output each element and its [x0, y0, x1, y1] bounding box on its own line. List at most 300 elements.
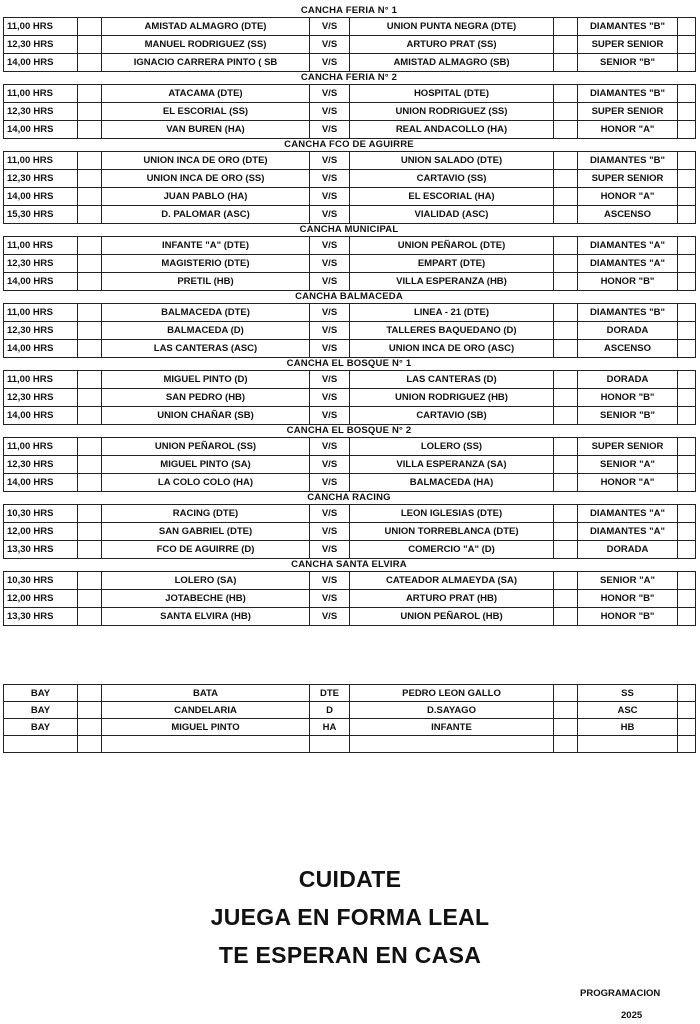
- blank-cell: [78, 590, 102, 608]
- versus-label: V/S: [310, 103, 350, 121]
- venue-heading: CANCHA BALMACEDA: [295, 291, 403, 302]
- blank-cell: [554, 322, 578, 340]
- home-team: BALMACEDA (D): [102, 322, 310, 340]
- bye-team-2: D.SAYAGO: [350, 702, 554, 719]
- match-row: [4, 170, 696, 188]
- blank-cell: [678, 36, 696, 54]
- blank-cell: [78, 322, 102, 340]
- match-category: HONOR "A": [578, 474, 678, 492]
- blank-cell: [678, 85, 696, 103]
- match-category: SENIOR "B": [578, 407, 678, 425]
- footer-year: 2025: [621, 1010, 643, 1021]
- match-row: [4, 340, 696, 358]
- bye-series: DTE: [310, 685, 350, 702]
- match-time: 14,00 HRS: [4, 407, 78, 425]
- bye-label: BAY: [4, 702, 78, 719]
- away-team: UNION INCA DE ORO (ASC): [350, 340, 554, 358]
- versus-label: V/S: [310, 322, 350, 340]
- blank-cell: [554, 389, 578, 407]
- home-team: INFANTE "A" (DTE): [102, 237, 310, 255]
- match-row: [4, 103, 696, 121]
- venue-heading: CANCHA EL BOSQUE N° 2: [286, 425, 412, 436]
- slogan-line-1: CUIDATE: [298, 866, 402, 892]
- versus-label: V/S: [310, 340, 350, 358]
- fixture-schedule: [3, 5, 695, 626]
- match-category: SUPER SENIOR: [578, 36, 678, 54]
- match-time: 11,00 HRS: [4, 152, 78, 170]
- versus-label: V/S: [310, 590, 350, 608]
- match-category: HONOR "A": [578, 121, 678, 139]
- match-time: 12,30 HRS: [4, 170, 78, 188]
- home-team: D. PALOMAR (ASC): [102, 206, 310, 224]
- match-category: DIAMANTES "A": [578, 255, 678, 273]
- versus-label: V/S: [310, 456, 350, 474]
- home-team: MANUEL RODRIGUEZ (SS): [102, 36, 310, 54]
- blank-cell: [78, 121, 102, 139]
- blank-cell: [78, 736, 102, 753]
- blank-cell: [678, 18, 696, 36]
- blank-cell: [554, 371, 578, 389]
- blank-cell: [78, 206, 102, 224]
- away-team: LAS CANTERAS (D): [350, 371, 554, 389]
- home-team: LAS CANTERAS (ASC): [102, 340, 310, 358]
- versus-label: V/S: [310, 188, 350, 206]
- match-row: [4, 389, 696, 407]
- match-time: 10,30 HRS: [4, 505, 78, 523]
- match-category: HONOR "B": [578, 608, 678, 626]
- match-time: 12,30 HRS: [4, 36, 78, 54]
- away-team: VILLA ESPERANZA (SA): [350, 456, 554, 474]
- blank-cell: [554, 18, 578, 36]
- match-time: 11,00 HRS: [4, 85, 78, 103]
- match-category: DIAMANTES "B": [578, 18, 678, 36]
- home-team: FCO DE AGUIRRE (D): [102, 541, 310, 559]
- blank-cell: [554, 505, 578, 523]
- bye-team: [102, 736, 310, 753]
- versus-label: V/S: [310, 170, 350, 188]
- venue-table: [3, 236, 696, 291]
- venue-table: [3, 303, 696, 358]
- match-category: ASCENSO: [578, 340, 678, 358]
- venue-heading: CANCHA RACING: [307, 492, 391, 503]
- blank-cell: [554, 685, 578, 702]
- blank-cell: [78, 371, 102, 389]
- away-team: UNION SALADO (DTE): [350, 152, 554, 170]
- blank-cell: [554, 237, 578, 255]
- match-time: 12,30 HRS: [4, 103, 78, 121]
- blank-cell: [554, 438, 578, 456]
- match-row: [4, 322, 696, 340]
- blank-cell: [78, 304, 102, 322]
- blank-cell: [78, 541, 102, 559]
- match-category: DIAMANTES "A": [578, 523, 678, 541]
- versus-label: V/S: [310, 541, 350, 559]
- bye-category: [578, 736, 678, 753]
- match-category: HONOR "B": [578, 590, 678, 608]
- match-row: [4, 541, 696, 559]
- away-team: VILLA ESPERANZA (HB): [350, 273, 554, 291]
- home-team: PRETIL (HB): [102, 273, 310, 291]
- versus-label: V/S: [310, 371, 350, 389]
- blank-cell: [554, 736, 578, 753]
- away-team: LOLERO (SS): [350, 438, 554, 456]
- blank-cell: [78, 85, 102, 103]
- match-time: 14,00 HRS: [4, 474, 78, 492]
- venue-table: [3, 370, 696, 425]
- away-team: UNION PEÑAROL (DTE): [350, 237, 554, 255]
- versus-label: V/S: [310, 255, 350, 273]
- home-team: RACING (DTE): [102, 505, 310, 523]
- blank-cell: [554, 188, 578, 206]
- versus-label: V/S: [310, 18, 350, 36]
- match-category: SENIOR "B": [578, 54, 678, 72]
- blank-cell: [678, 523, 696, 541]
- blank-cell: [78, 255, 102, 273]
- blank-cell: [78, 152, 102, 170]
- blank-cell: [78, 456, 102, 474]
- blank-cell: [678, 170, 696, 188]
- match-category: SENIOR "A": [578, 572, 678, 590]
- match-time: 12,00 HRS: [4, 523, 78, 541]
- blank-cell: [78, 36, 102, 54]
- match-row: [4, 438, 696, 456]
- match-row: [4, 505, 696, 523]
- bye-label: BAY: [4, 685, 78, 702]
- venue-heading: CANCHA FERIA N° 2: [300, 72, 398, 83]
- blank-cell: [554, 608, 578, 626]
- blank-cell: [678, 206, 696, 224]
- versus-label: V/S: [310, 85, 350, 103]
- away-team: HOSPITAL (DTE): [350, 85, 554, 103]
- slogan-line-3: TE ESPERAN EN CASA: [218, 942, 482, 968]
- match-row: [4, 237, 696, 255]
- match-time: 11,00 HRS: [4, 438, 78, 456]
- home-team: UNION INCA DE ORO (SS): [102, 170, 310, 188]
- match-category: DIAMANTES "B": [578, 304, 678, 322]
- match-category: SUPER SENIOR: [578, 170, 678, 188]
- away-team: BALMACEDA (HA): [350, 474, 554, 492]
- blank-cell: [678, 188, 696, 206]
- match-category: DORADA: [578, 371, 678, 389]
- away-team: EMPART (DTE): [350, 255, 554, 273]
- home-team: SAN PEDRO (HB): [102, 389, 310, 407]
- blank-cell: [78, 188, 102, 206]
- away-team: CARTAVIO (SB): [350, 407, 554, 425]
- venue-table: [3, 84, 696, 139]
- blank-cell: [678, 456, 696, 474]
- blank-cell: [678, 505, 696, 523]
- bye-table: [3, 684, 696, 753]
- bye-series: HA: [310, 719, 350, 736]
- footer-programacion: PROGRAMACION: [580, 988, 661, 999]
- home-team: UNION PEÑAROL (SS): [102, 438, 310, 456]
- home-team: ATACAMA (DTE): [102, 85, 310, 103]
- match-category: HONOR "A": [578, 188, 678, 206]
- home-team: IGNACIO CARRERA PINTO ( SB: [102, 54, 310, 72]
- match-category: HONOR "B": [578, 273, 678, 291]
- match-row: [4, 206, 696, 224]
- match-category: DORADA: [578, 322, 678, 340]
- match-time: 13,30 HRS: [4, 608, 78, 626]
- match-row: [4, 255, 696, 273]
- blank-cell: [78, 54, 102, 72]
- versus-label: V/S: [310, 36, 350, 54]
- blank-cell: [554, 170, 578, 188]
- bye-team-2: PEDRO LEON GALLO: [350, 685, 554, 702]
- match-category: DORADA: [578, 541, 678, 559]
- match-time: 14,00 HRS: [4, 188, 78, 206]
- match-row: [4, 523, 696, 541]
- blank-cell: [554, 206, 578, 224]
- blank-cell: [554, 572, 578, 590]
- home-team: SAN GABRIEL (DTE): [102, 523, 310, 541]
- match-time: 11,00 HRS: [4, 304, 78, 322]
- match-row: [4, 590, 696, 608]
- venue-table: [3, 17, 696, 72]
- bye-category: HB: [578, 719, 678, 736]
- blank-cell: [554, 85, 578, 103]
- match-row: [4, 188, 696, 206]
- blank-cell: [554, 273, 578, 291]
- blank-cell: [78, 103, 102, 121]
- versus-label: V/S: [310, 523, 350, 541]
- versus-label: V/S: [310, 121, 350, 139]
- blank-cell: [554, 340, 578, 358]
- match-time: 14,00 HRS: [4, 121, 78, 139]
- away-team: EL ESCORIAL (HA): [350, 188, 554, 206]
- match-row: [4, 474, 696, 492]
- home-team: MIGUEL PINTO (D): [102, 371, 310, 389]
- blank-cell: [678, 304, 696, 322]
- away-team: UNION RODRIGUEZ (SS): [350, 103, 554, 121]
- blank-cell: [554, 474, 578, 492]
- match-row: [4, 572, 696, 590]
- blank-cell: [554, 702, 578, 719]
- blank-cell: [678, 273, 696, 291]
- blank-cell: [678, 608, 696, 626]
- bye-label: BAY: [4, 719, 78, 736]
- blank-cell: [678, 371, 696, 389]
- blank-cell: [678, 237, 696, 255]
- blank-cell: [554, 304, 578, 322]
- home-team: UNION CHAÑAR (SB): [102, 407, 310, 425]
- blank-cell: [678, 389, 696, 407]
- match-row: [4, 371, 696, 389]
- bye-row: [4, 702, 696, 719]
- match-time: 11,00 HRS: [4, 371, 78, 389]
- match-row: [4, 456, 696, 474]
- blank-cell: [678, 541, 696, 559]
- match-row: [4, 152, 696, 170]
- home-team: MIGUEL PINTO (SA): [102, 456, 310, 474]
- blank-cell: [554, 36, 578, 54]
- home-team: AMISTAD ALMAGRO (DTE): [102, 18, 310, 36]
- match-time: 12,30 HRS: [4, 456, 78, 474]
- match-time: 13,30 HRS: [4, 541, 78, 559]
- match-row: [4, 121, 696, 139]
- bye-series: D: [310, 702, 350, 719]
- bye-label: [4, 736, 78, 753]
- blank-cell: [678, 255, 696, 273]
- blank-cell: [678, 103, 696, 121]
- venue-table: [3, 437, 696, 492]
- home-team: LOLERO (SA): [102, 572, 310, 590]
- versus-label: V/S: [310, 474, 350, 492]
- blank-cell: [678, 340, 696, 358]
- bye-team: MIGUEL PINTO: [102, 719, 310, 736]
- match-time: 10,30 HRS: [4, 572, 78, 590]
- blank-cell: [554, 54, 578, 72]
- venue-heading: CANCHA MUNICIPAL: [299, 224, 399, 235]
- match-row: [4, 407, 696, 425]
- match-row: [4, 273, 696, 291]
- blank-cell: [78, 719, 102, 736]
- venue-heading: CANCHA SANTA ELVIRA: [291, 559, 407, 570]
- match-category: DIAMANTES "B": [578, 85, 678, 103]
- bye-row: [4, 685, 696, 702]
- away-team: COMERCIO "A" (D): [350, 541, 554, 559]
- blank-cell: [678, 572, 696, 590]
- home-team: JUAN PABLO (HA): [102, 188, 310, 206]
- blank-cell: [554, 152, 578, 170]
- away-team: LEON IGLESIAS (DTE): [350, 505, 554, 523]
- home-team: UNION INCA DE ORO (DTE): [102, 152, 310, 170]
- blank-cell: [678, 407, 696, 425]
- blank-cell: [78, 474, 102, 492]
- versus-label: V/S: [310, 389, 350, 407]
- match-category: DIAMANTES "A": [578, 505, 678, 523]
- blank-cell: [78, 608, 102, 626]
- match-category: DIAMANTES "A": [578, 237, 678, 255]
- blank-cell: [554, 541, 578, 559]
- home-team: JOTABECHE (HB): [102, 590, 310, 608]
- blank-cell: [678, 719, 696, 736]
- versus-label: V/S: [310, 237, 350, 255]
- away-team: CARTAVIO (SS): [350, 170, 554, 188]
- home-team: SANTA ELVIRA (HB): [102, 608, 310, 626]
- blank-cell: [78, 407, 102, 425]
- blank-cell: [678, 152, 696, 170]
- bye-team: BATA: [102, 685, 310, 702]
- bye-team: CANDELARIA: [102, 702, 310, 719]
- blank-cell: [554, 103, 578, 121]
- match-row: [4, 54, 696, 72]
- blank-cell: [78, 702, 102, 719]
- blank-cell: [678, 474, 696, 492]
- match-row: [4, 85, 696, 103]
- away-team: ARTURO PRAT (HB): [350, 590, 554, 608]
- away-team: AMISTAD ALMAGRO (SB): [350, 54, 554, 72]
- away-team: ARTURO PRAT (SS): [350, 36, 554, 54]
- match-row: [4, 608, 696, 626]
- away-team: UNION PEÑAROL (HB): [350, 608, 554, 626]
- away-team: CATEADOR ALMAEYDA (SA): [350, 572, 554, 590]
- blank-cell: [678, 685, 696, 702]
- match-row: [4, 304, 696, 322]
- match-time: 12,30 HRS: [4, 255, 78, 273]
- match-time: 15,30 HRS: [4, 206, 78, 224]
- blank-cell: [678, 54, 696, 72]
- blank-cell: [554, 590, 578, 608]
- match-time: 14,00 HRS: [4, 273, 78, 291]
- blank-cell: [78, 237, 102, 255]
- versus-label: V/S: [310, 304, 350, 322]
- blank-cell: [78, 572, 102, 590]
- home-team: MAGISTERIO (DTE): [102, 255, 310, 273]
- away-team: VIALIDAD (ASC): [350, 206, 554, 224]
- bye-team-2: INFANTE: [350, 719, 554, 736]
- bye-team-2: [350, 736, 554, 753]
- away-team: LINEA - 21 (DTE): [350, 304, 554, 322]
- blank-cell: [78, 389, 102, 407]
- match-time: 11,00 HRS: [4, 18, 78, 36]
- versus-label: V/S: [310, 608, 350, 626]
- blank-cell: [554, 121, 578, 139]
- venue-heading: CANCHA FCO DE AGUIRRE: [284, 139, 414, 150]
- versus-label: V/S: [310, 152, 350, 170]
- blank-cell: [678, 121, 696, 139]
- slogan-line-2: JUEGA EN FORMA LEAL: [210, 904, 490, 930]
- blank-cell: [78, 505, 102, 523]
- match-time: 14,00 HRS: [4, 54, 78, 72]
- blank-cell: [678, 590, 696, 608]
- venue-table: [3, 571, 696, 626]
- versus-label: V/S: [310, 505, 350, 523]
- bye-row: [4, 736, 696, 753]
- venue-heading: CANCHA EL BOSQUE N° 1: [286, 358, 412, 369]
- bye-row: [4, 719, 696, 736]
- versus-label: V/S: [310, 407, 350, 425]
- match-category: HONOR "B": [578, 389, 678, 407]
- away-team: REAL ANDACOLLO (HA): [350, 121, 554, 139]
- blank-cell: [554, 456, 578, 474]
- away-team: TALLERES BAQUEDANO (D): [350, 322, 554, 340]
- venue-heading: CANCHA FERIA N° 1: [300, 5, 398, 16]
- away-team: UNION RODRIGUEZ (HB): [350, 389, 554, 407]
- match-time: 12,30 HRS: [4, 389, 78, 407]
- versus-label: V/S: [310, 572, 350, 590]
- match-time: 12,00 HRS: [4, 590, 78, 608]
- match-row: [4, 36, 696, 54]
- match-category: SUPER SENIOR: [578, 103, 678, 121]
- match-time: 14,00 HRS: [4, 340, 78, 358]
- match-category: SUPER SENIOR: [578, 438, 678, 456]
- venue-table: [3, 151, 696, 224]
- match-category: ASCENSO: [578, 206, 678, 224]
- bye-category: SS: [578, 685, 678, 702]
- versus-label: V/S: [310, 54, 350, 72]
- home-team: BALMACEDA (DTE): [102, 304, 310, 322]
- blank-cell: [78, 340, 102, 358]
- versus-label: V/S: [310, 438, 350, 456]
- blank-cell: [678, 438, 696, 456]
- blank-cell: [78, 685, 102, 702]
- versus-label: V/S: [310, 206, 350, 224]
- blank-cell: [554, 523, 578, 541]
- home-team: EL ESCORIAL (SS): [102, 103, 310, 121]
- bye-series: [310, 736, 350, 753]
- blank-cell: [78, 438, 102, 456]
- match-category: DIAMANTES "B": [578, 152, 678, 170]
- blank-cell: [78, 18, 102, 36]
- blank-cell: [78, 523, 102, 541]
- venue-table: [3, 504, 696, 559]
- home-team: VAN BUREN (HA): [102, 121, 310, 139]
- away-team: UNION TORREBLANCA (DTE): [350, 523, 554, 541]
- blank-cell: [678, 736, 696, 753]
- blank-cell: [554, 407, 578, 425]
- blank-cell: [554, 255, 578, 273]
